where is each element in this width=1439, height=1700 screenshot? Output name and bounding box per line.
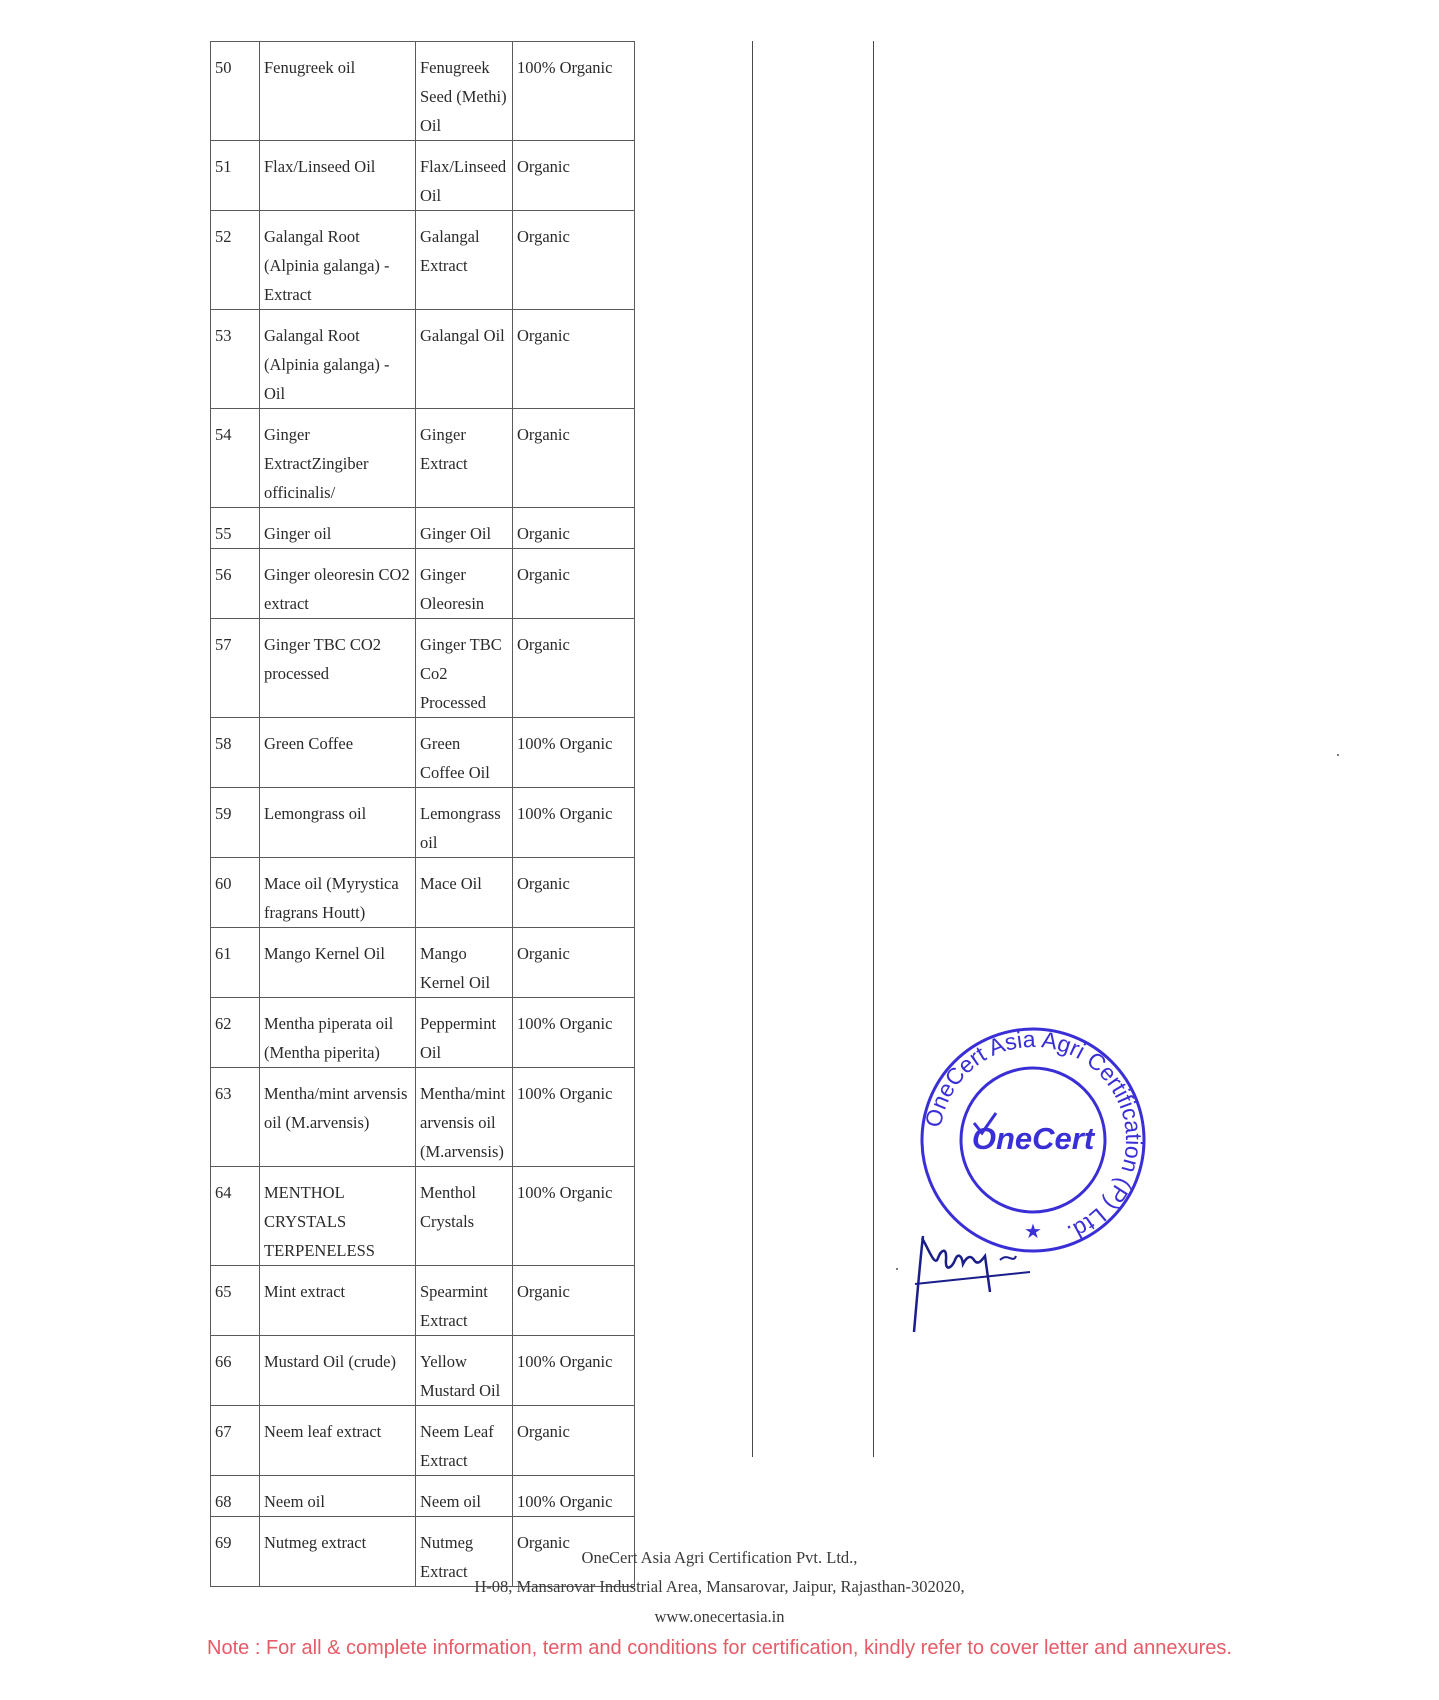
table-row [211,141,635,211]
product-name: Mentha/mint arvensis oil (M.arvensis) [416,1068,513,1167]
organic-status: Organic [513,141,635,211]
row-number: 56 [211,549,260,619]
item-name: Mint extract [260,1266,416,1336]
products-table [210,41,635,1587]
item-name: Ginger TBC CO2 processed [260,619,416,718]
organic-status: Organic [513,1517,635,1587]
table-row [211,858,635,928]
product-name: Ginger Oil [416,508,513,549]
organic-status: 100% Organic [513,1167,635,1266]
row-number: 64 [211,1167,260,1266]
speck [1337,754,1339,756]
item-name: Mango Kernel Oil [260,928,416,998]
table-row [211,1167,635,1266]
row-number: 65 [211,1266,260,1336]
product-name: Ginger Oleoresin [416,549,513,619]
row-number: 54 [211,409,260,508]
item-name: Mustard Oil (crude) [260,1336,416,1406]
item-name: Galangal Root (Alpinia galanga) - Oil [260,310,416,409]
organic-status: Organic [513,619,635,718]
footer-company: OneCert Asia Agri Certification Pvt. Ltd., [581,1548,858,1567]
item-name: Fenugreek oil [260,42,416,141]
table-row [211,718,635,788]
table-row [211,1476,635,1517]
item-name: Galangal Root (Alpinia galanga) - Extract [260,211,416,310]
table-row [211,998,635,1068]
organic-status: Organic [513,211,635,310]
row-number: 52 [211,211,260,310]
table-row [211,549,635,619]
item-name: Mentha piperata oil (Mentha piperita) [260,998,416,1068]
row-number: 66 [211,1336,260,1406]
table-row [211,1266,635,1336]
item-name: MENTHOL CRYSTALS TERPENELESS [260,1167,416,1266]
organic-status: Organic [513,310,635,409]
stamp-ring-text: OneCert Asia Agri Certification (P) Ltd. [919,1025,1148,1247]
row-number: 60 [211,858,260,928]
item-name: Neem oil [260,1476,416,1517]
item-name: Neem leaf extract [260,1406,416,1476]
product-name: Nutmeg Extract [416,1517,513,1587]
product-name: Galangal Oil [416,310,513,409]
product-name: Menthol Crystals [416,1167,513,1266]
table-row [211,310,635,409]
row-number: 69 [211,1517,260,1587]
table-row [211,928,635,998]
column-rule-left [752,41,753,1457]
row-number: 53 [211,310,260,409]
row-number: 58 [211,718,260,788]
row-number: 59 [211,788,260,858]
column-rule-right [873,41,874,1457]
item-name: Nutmeg extract [260,1517,416,1587]
products-table-body [211,42,635,1587]
row-number: 55 [211,508,260,549]
table-row [211,409,635,508]
footer-address: H-08, Mansarovar Industrial Area, Mansarovar, Jaipur, Rajasthan-302020, [474,1577,965,1596]
table-row [211,1336,635,1406]
organic-status: Organic [513,1406,635,1476]
row-number: 62 [211,998,260,1068]
item-name: Mentha/mint arvensis oil (M.arvensis) [260,1068,416,1167]
star-icon: ★ [1024,1221,1042,1243]
product-name: Galangal Extract [416,211,513,310]
table-row [211,1406,635,1476]
row-number: 50 [211,42,260,141]
product-name: Flax/Linseed Oil [416,141,513,211]
certification-stamp [918,1025,1148,1255]
organic-status: Organic [513,409,635,508]
organic-status: 100% Organic [513,998,635,1068]
item-name: Mace oil (Myrystica fragrans Houtt) [260,858,416,928]
organic-status: Organic [513,549,635,619]
product-name: Green Coffee Oil [416,718,513,788]
table-row [211,211,635,310]
row-number: 51 [211,141,260,211]
product-name: Mango Kernel Oil [416,928,513,998]
stamp-logo-text: OneCert [971,1121,1095,1156]
product-name: Neem Leaf Extract [416,1406,513,1476]
row-number: 68 [211,1476,260,1517]
table-row [211,788,635,858]
organic-status: 100% Organic [513,1068,635,1167]
product-name: Mace Oil [416,858,513,928]
product-name: Fenugreek Seed (Methi) Oil [416,42,513,141]
organic-status: 100% Organic [513,1476,635,1517]
organic-status: Organic [513,928,635,998]
table-row [211,508,635,549]
organic-status: 100% Organic [513,788,635,858]
item-name: Lemongrass oil [260,788,416,858]
organic-status: 100% Organic [513,718,635,788]
speck [896,1268,898,1270]
item-name: Green Coffee [260,718,416,788]
product-name: Lemongrass oil [416,788,513,858]
footer-note: Note : For all & complete information, term and conditions for certification, kindly refer to cover letter and annexures. [207,1637,1232,1659]
product-name: Peppermint Oil [416,998,513,1068]
product-name: Spearmint Extract [416,1266,513,1336]
row-number: 61 [211,928,260,998]
table-row [211,42,635,141]
footer-website: www.onecertasia.in [654,1607,785,1626]
organic-status: Organic [513,508,635,549]
item-name: Flax/Linseed Oil [260,141,416,211]
product-name: Ginger TBC Co2 Processed [416,619,513,718]
organic-status: Organic [513,1266,635,1336]
product-name: Ginger Extract [416,409,513,508]
row-number: 57 [211,619,260,718]
signature [900,1222,1050,1342]
organic-status: 100% Organic [513,1336,635,1406]
product-name: Yellow Mustard Oil [416,1336,513,1406]
products-table-container [210,41,635,1587]
item-name: Ginger oleoresin CO2 extract [260,549,416,619]
product-name: Neem oil [416,1476,513,1517]
table-row [211,1068,635,1167]
item-name: Ginger ExtractZingiber officinalis/ [260,409,416,508]
row-number: 67 [211,1406,260,1476]
row-number: 63 [211,1068,260,1167]
table-row [211,619,635,718]
organic-status: Organic [513,858,635,928]
item-name: Ginger oil [260,508,416,549]
organic-status: 100% Organic [513,42,635,141]
